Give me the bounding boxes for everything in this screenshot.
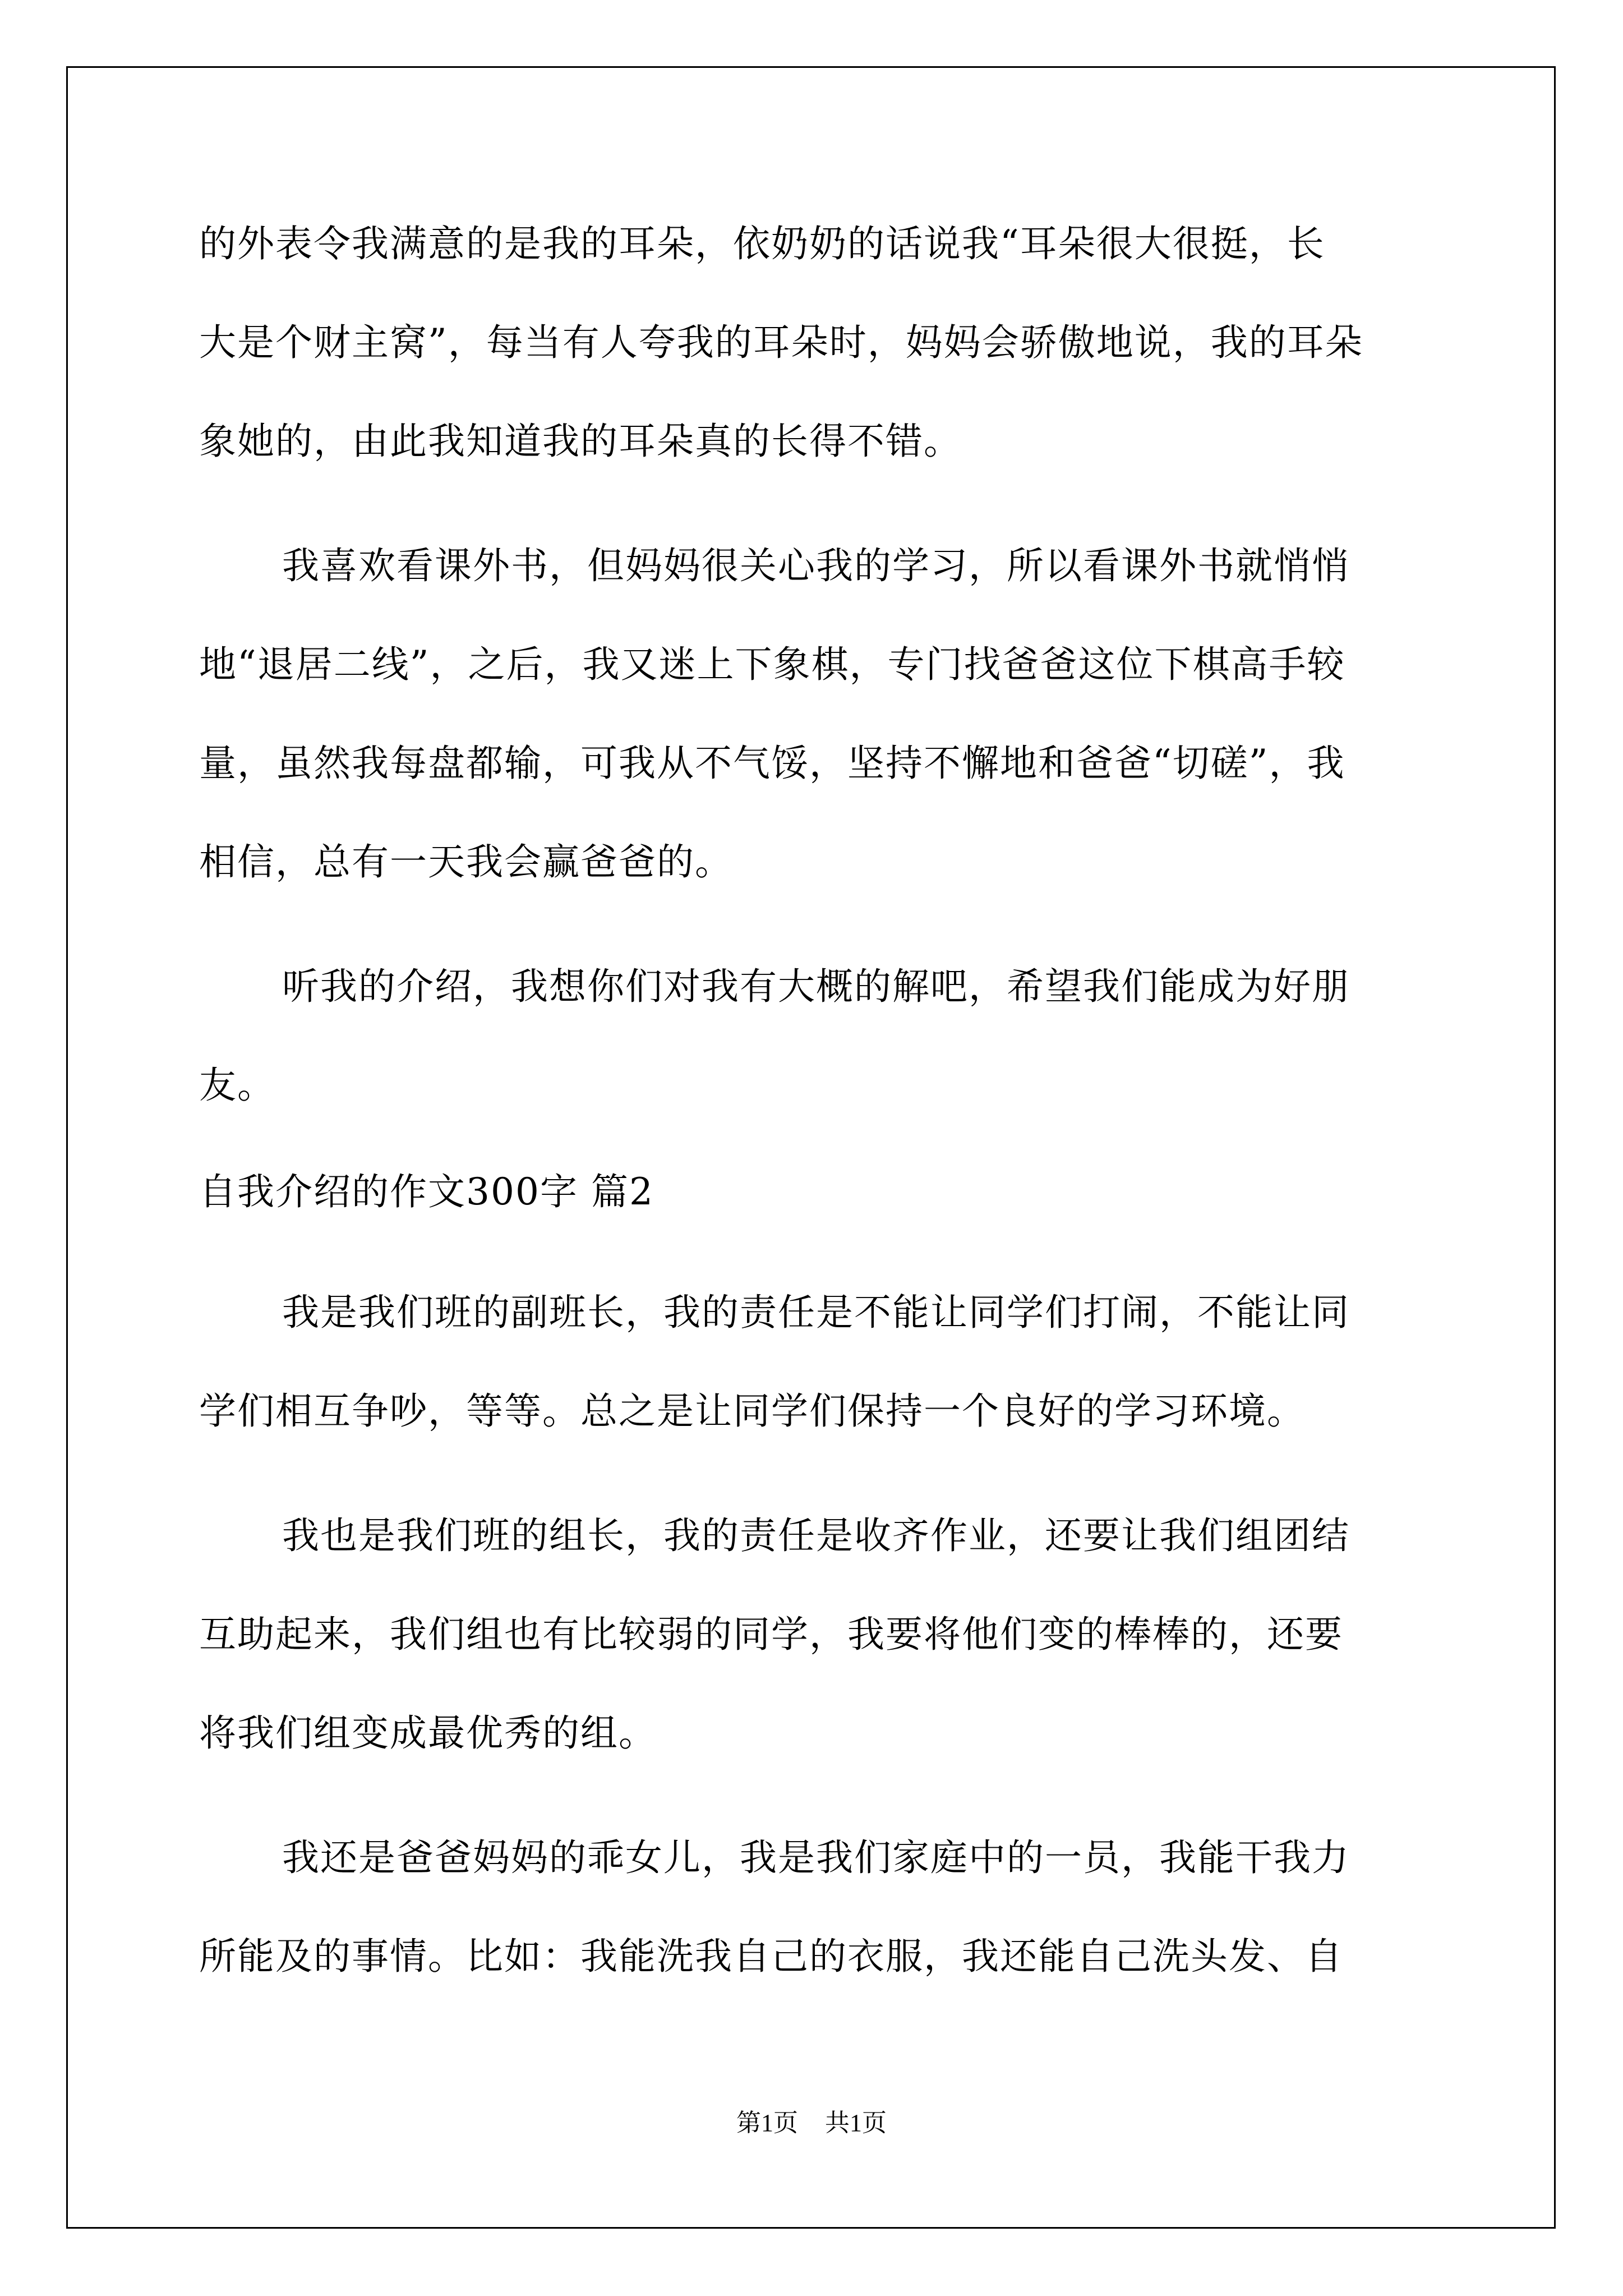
text-line: 象她的，由此我知道我的耳朵真的长得不错。: [199, 420, 962, 463]
text-line: 量，虽然我每盘都输，可我从不气馁，坚持不懈地和爸爸“切磋”，我: [199, 742, 1345, 785]
paragraph-start: 我还是爸爸妈妈的乖女儿，我是我们家庭中的一员，我能干我力: [282, 1836, 1350, 1879]
section-heading: 自我介绍的作文300字 篇2: [199, 1170, 654, 1213]
paragraph-start: 听我的介绍，我想你们对我有大概的解吧，希望我们能成为好朋: [282, 965, 1350, 1008]
page-footer: [0, 2108, 1623, 2138]
paragraph-start: 我喜欢看课外书，但妈妈很关心我的学习，所以看课外书就悄悄: [282, 544, 1350, 587]
text-line: 互助起来，我们组也有比较弱的同学，我要将他们变的棒棒的，还要: [199, 1613, 1343, 1656]
text-line: 的外表令我满意的是我的耳朵，依奶奶的话说我“耳朵很大很挺，长: [199, 222, 1325, 265]
text-line: 友。: [199, 1064, 275, 1107]
text-line: 所能及的事情。比如：我能洗我自己的衣服，我还能自己洗头发、自: [199, 1935, 1343, 1978]
page-border: [66, 66, 1556, 2229]
paragraph-start: 我也是我们班的组长，我的责任是收齐作业，还要让我们组团结: [282, 1514, 1350, 1557]
page-total: 共1页: [825, 2109, 887, 2137]
paragraph-start: 我是我们班的副班长，我的责任是不能让同学们打闹，不能让同: [282, 1291, 1350, 1334]
text-line: 相信，总有一天我会赢爸爸的。: [199, 840, 733, 884]
text-line: 大是个财主窝”，每当有人夸我的耳朵时，妈妈会骄傲地说，我的耳朵: [199, 321, 1363, 364]
text-line: 将我们组变成最优秀的组。: [199, 1711, 657, 1755]
page-number: 第1页: [736, 2109, 798, 2137]
text-line: 地“退居二线”，之后，我又迷上下象棋，专门找爸爸这位下棋高手较: [199, 643, 1345, 686]
text-line: 学们相互争吵，等等。总之是让同学们保持一个良好的学习环境。: [199, 1389, 1305, 1433]
